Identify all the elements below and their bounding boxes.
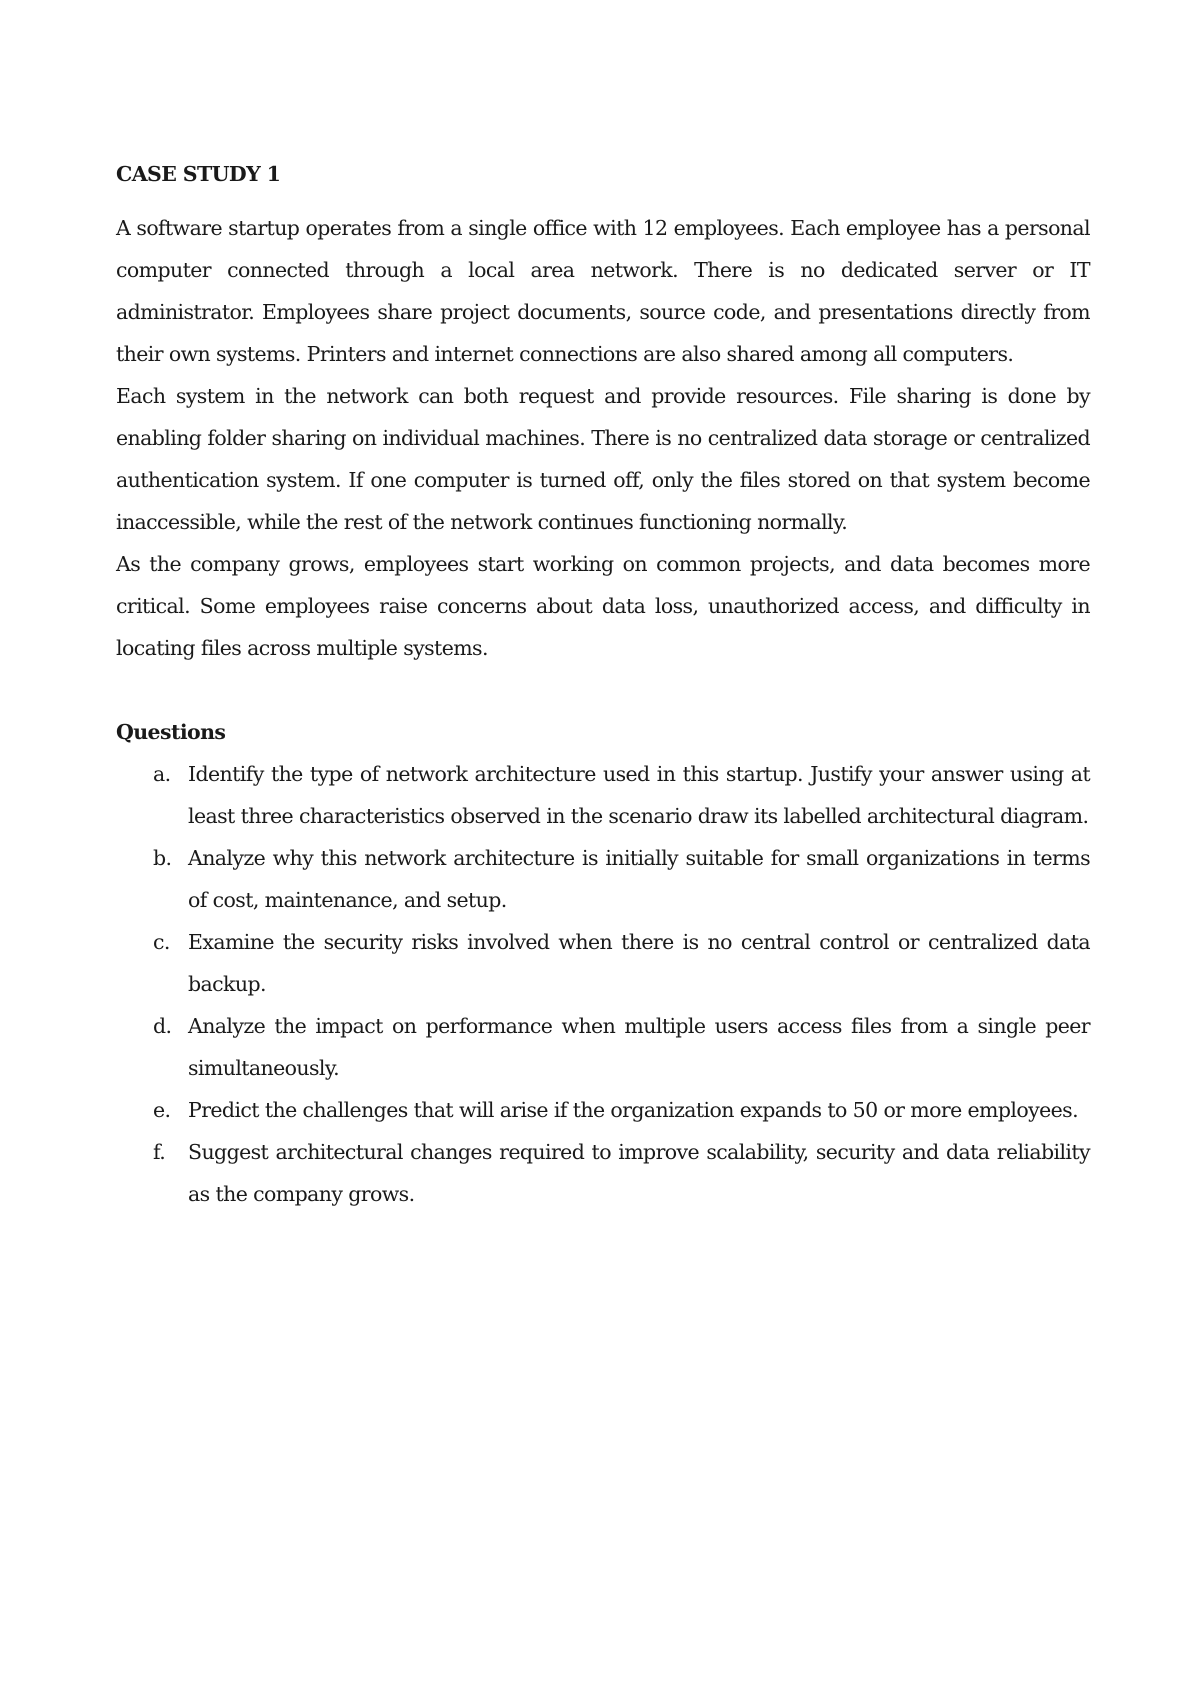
questions-heading: Questions [116, 720, 226, 744]
question-text: Predict the challenges that will arise if the organization expands to 50 or more employees. [188, 1098, 1079, 1122]
question-marker: e. [153, 1098, 171, 1122]
case-study-title: CASE STUDY 1 [116, 162, 281, 186]
questions-list [116, 753, 1090, 1215]
scenario-paragraph-3: As the company grows, employees start working on common projects, and data becomes more critical. Some employees raise concerns about data loss, unauthorized access, and difficulty in locating files across multiple systems. [116, 552, 1090, 660]
question-marker: d. [153, 1014, 172, 1038]
question-text: Identify the type of network architecture used in this startup. Justify your answer using at least three characteristics observed in the scenario draw its labelled architectural diagram. [188, 762, 1090, 828]
document-body [116, 153, 1090, 1215]
question-item-f [116, 1131, 1090, 1215]
scenario-paragraph-1: A software startup operates from a single office with 12 employees. Each employee has a personal computer connected through a local area network. There is no dedicated server or IT administrator. Employees share project documents, source code, and presentations directly from their own systems. Printers and internet connections are also shared among all computers. [116, 216, 1090, 366]
question-text: Examine the security risks involved when there is no central control or centralized data backup. [188, 930, 1090, 996]
question-marker: c. [153, 930, 170, 954]
question-marker: f. [153, 1140, 166, 1164]
question-text: Suggest architectural changes required to improve scalability, security and data reliability as the company grows. [188, 1140, 1090, 1206]
question-marker: b. [153, 846, 172, 870]
question-item-d [116, 1005, 1090, 1089]
question-item-e [116, 1089, 1090, 1131]
question-text: Analyze the impact on performance when multiple users access files from a single peer simultaneously. [188, 1014, 1090, 1080]
question-item-b [116, 837, 1090, 921]
scenario-paragraph-2: Each system in the network can both request and provide resources. File sharing is done by enabling folder sharing on individual machines. There is no centralized data storage or centralized authentication system. If one computer is turned off, only the files stored on that system become inaccessible, while the rest of the network continues functioning normally. [116, 384, 1090, 534]
question-item-c [116, 921, 1090, 1005]
question-marker: a. [153, 762, 171, 786]
question-text: Analyze why this network architecture is initially suitable for small organizations in terms of cost, maintenance, and setup. [188, 846, 1090, 912]
question-item-a [116, 753, 1090, 837]
